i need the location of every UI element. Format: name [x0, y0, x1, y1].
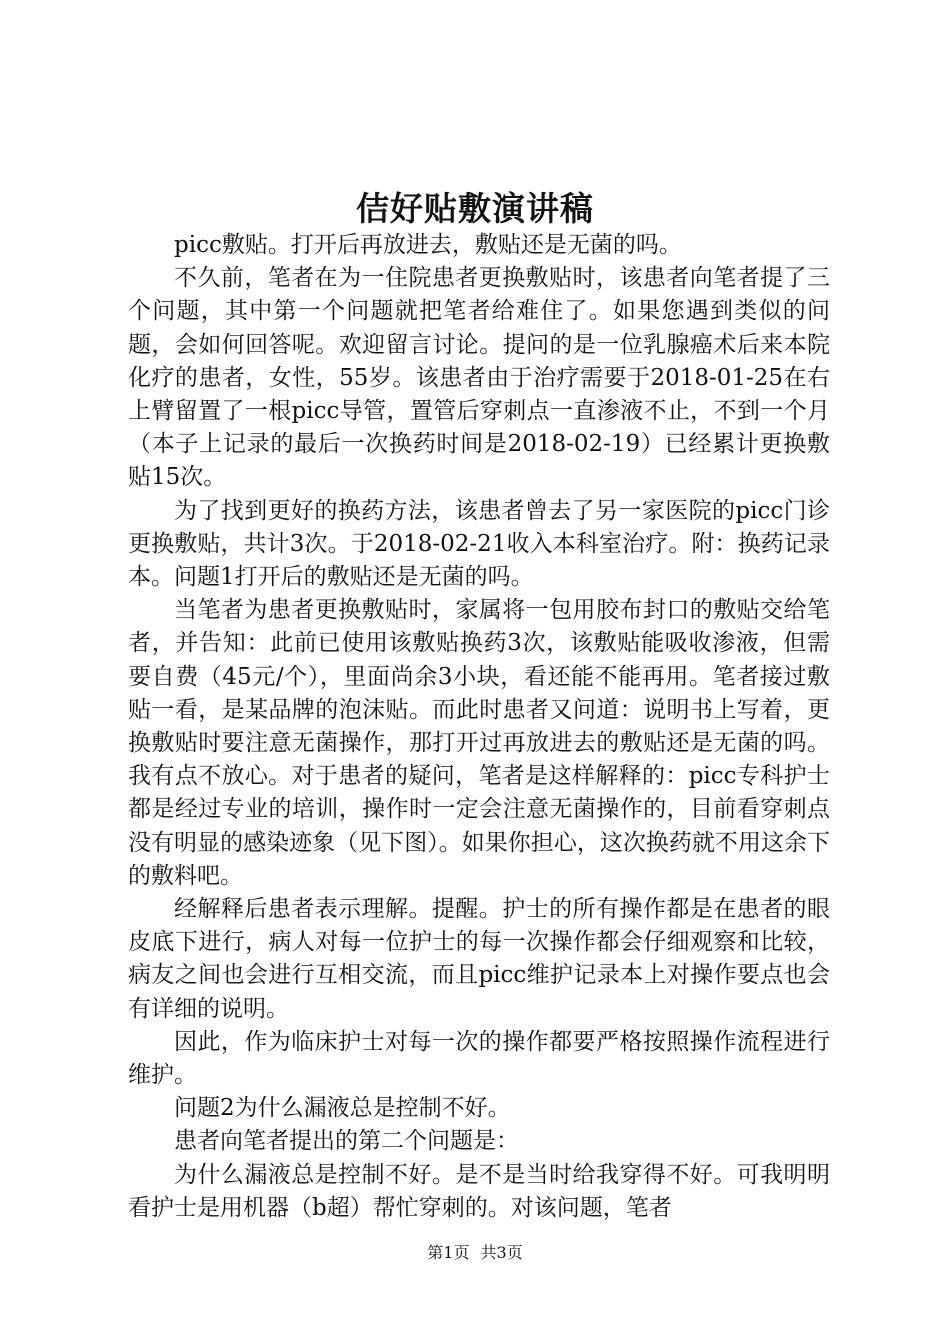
- paragraph: 因此，作为临床护士对每一次的操作都要严格按照操作流程进行维护。: [128, 1028, 830, 1089]
- document-title: 佶好贴敷演讲稿: [356, 189, 594, 228]
- paragraph: 为了找到更好的换药方法，该患者曾去了另一家医院的picc门诊更换敷贴，共计3次。于2018-02-21收入本科室治疗。附：换药记录本。问题1打开后的敷贴还是无菌的吗。: [128, 497, 830, 591]
- paragraph: 经解释后患者表示理解。提醒。护士的所有操作都是在患者的眼皮底下进行，病人对每一位护士的每一次操作都会仔细观察和比较，病友之间也会进行互相交流，而且picc维护记录本上对操作要点也会有详细的说明。: [128, 896, 830, 1022]
- document-body: [128, 229, 830, 1225]
- paragraph: picc敷贴。打开后再放进去，敷贴还是无菌的吗。: [174, 232, 682, 258]
- page-footer: [0, 1241, 950, 1265]
- page-total: 共3页: [480, 1243, 523, 1262]
- paragraph: 为什么漏液总是控制不好。是不是当时给我穿得不好。可我明明看护士是用机器（b超）帮忙穿刺的。对该问题，笔者: [128, 1161, 830, 1221]
- paragraph: 问题2为什么漏液总是控制不好。: [174, 1095, 511, 1122]
- paragraph: 不久前，笔者在为一住院患者更换敷贴时，该患者向笔者提了三个问题，其中第一个问题就把笔者给难住了。如果您遇到类似的问题，会如何回答呢。欢迎留言讨论。提问的是一位乳腺癌术后来本院化疗的患者，女性，55岁。该患者由于治疗需要于2018-01-25在右上臂留置了一根picc导管，置管后穿刺点一直渗液不止，不到一个月（本子上记录的最后一次换药时间是2018-02-19）已经累计更换敷贴15次。: [128, 265, 830, 491]
- paragraph: 患者向笔者提出的第二个问题是：: [174, 1128, 519, 1155]
- paragraph: 当笔者为患者更换敷贴时，家属将一包用胶布封口的敷贴交给笔者，并告知：此前已使用该敷贴换药3次，该敷贴能吸收渗液，但需要自费（45元/个），里面尚余3小块，看还能不能再用。笔者接过敷贴一看，是某品牌的泡沫贴。而此时患者又问道：说明书上写着，更换敷贴时要注意无菌操作，那打开过再放进去的敷贴还是无菌的吗。我有点不放心。对于患者的疑问，笔者是这样解释的：picc专科护士都是经过专业的培训，操作时一定会注意无菌操作的，目前看穿刺点没有明显的感染迹象（见下图）。如果你担心，这次换药就不用这余下的敷料吧。: [128, 597, 830, 889]
- page-number: 第1页: [427, 1243, 470, 1262]
